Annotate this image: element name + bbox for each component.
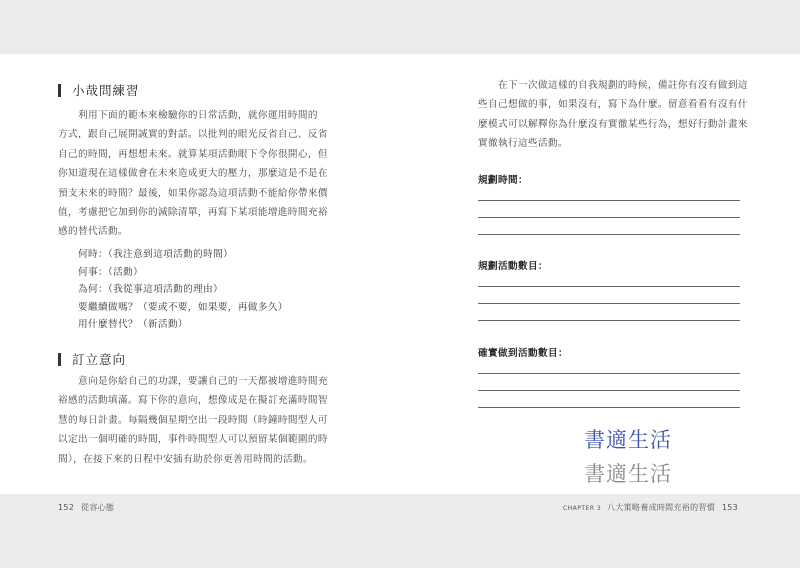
text-line: 你知道現在這樣做會在未來造成更大的壓力，那麼這是不是在: [58, 168, 328, 180]
page-number: 153: [721, 503, 738, 512]
heading-bar-marker: [58, 84, 61, 97]
publisher-watermark-gray: 書適生活: [584, 462, 672, 486]
heading-bar-marker: [58, 353, 61, 366]
section-heading-intention: [58, 350, 126, 368]
text-line: 預支未來的時間？最後，如果你認為這項活動不能給你帶來價: [58, 187, 328, 199]
page-number: 152: [58, 503, 75, 512]
question-what: 何事：（活動）: [78, 266, 144, 278]
writing-line: [478, 390, 740, 391]
text-line: 些自己想做的事，如果沒有，寫下為什麼。留意看看有沒有什: [478, 99, 748, 111]
writing-line: [478, 373, 740, 374]
question-template-list: [78, 246, 288, 334]
text-line: 方式，跟自己展開誠實的對話。以批判的眼光反省自己、反省: [58, 129, 328, 141]
completed-activity-count-label: 確實做到活動數目：: [478, 348, 568, 359]
question-when: 何時：（我注意到這項活動的時間）: [78, 249, 234, 260]
text-line: 感的替代活動。: [58, 226, 128, 238]
section-heading-practice: [58, 81, 140, 99]
writing-line: [478, 320, 740, 321]
text-line: 自己的時間，再想想未來。就算某項活動眼下令你很開心，但: [58, 148, 328, 160]
text-line: 在下一次做這樣的自我規劃的時候，備註你有沒有做到這: [498, 80, 748, 91]
section-heading-text: 訂立意向: [72, 352, 127, 367]
book-title: 從容心態: [81, 503, 115, 512]
publisher-watermark-blue: 書適生活: [584, 428, 672, 452]
text-line: 麼模式可以解釋你為什麼沒有實徹某些行為，想好行動計畫來: [478, 118, 748, 130]
planned-time-label: 規劃時間：: [478, 175, 528, 186]
left-page-footer: [58, 502, 114, 513]
top-margin: [0, 0, 800, 54]
right-page: [400, 54, 800, 494]
planned-activity-count-label: 規劃活動數目：: [478, 261, 548, 272]
text-line: 意向是你給自己的功課，要讓自己的一天都被增進時間充: [78, 376, 328, 387]
text-line: 實徹執行這些活動。: [478, 138, 568, 150]
section-heading-text: 小哉問練習: [72, 83, 140, 98]
text-line: 裕感的活動填滿。寫下你的意向，想像成是在擬訂充滿時間智: [58, 395, 328, 407]
paragraph-practice-intro: [58, 106, 328, 242]
writing-line: [478, 217, 740, 218]
writing-line: [478, 407, 740, 408]
question-why: 為何：（我從事這項活動的理由）: [78, 284, 224, 296]
paragraph-review: [478, 76, 748, 154]
text-line: 值，考慮把它加到你的減除清單，再寫下某項能增進時間充裕: [58, 207, 328, 219]
text-line: 間），在接下來的日程中安插有助於你更善用時間的活動。: [58, 453, 314, 465]
book-spread: [0, 54, 800, 494]
text-line: 以定出一個明確的時間，事件時間型人可以預留某個範圍的時: [58, 434, 328, 446]
writing-line: [478, 303, 740, 304]
writing-line: [478, 286, 740, 287]
writing-line: [478, 200, 740, 201]
text-line: 利用下面的範本來檢驗你的日常活動，就你運用時間的: [78, 110, 318, 121]
right-page-footer: [563, 502, 738, 513]
chapter-title: 八大策略養成時間充裕的習慣: [607, 503, 715, 512]
question-continue: 要繼續做嗎？（要或不要，如果要，再做多久）: [78, 301, 288, 313]
text-line: 慧的每日計畫。每隔幾個星期空出一段時間（時鐘時間型人可: [58, 414, 328, 426]
question-replace: 用什麼替代？（新活動）: [78, 319, 188, 331]
left-page: [0, 54, 400, 494]
paragraph-intention: [58, 372, 328, 469]
chapter-label: CHAPTER 3: [562, 505, 602, 512]
writing-line: [478, 234, 740, 235]
